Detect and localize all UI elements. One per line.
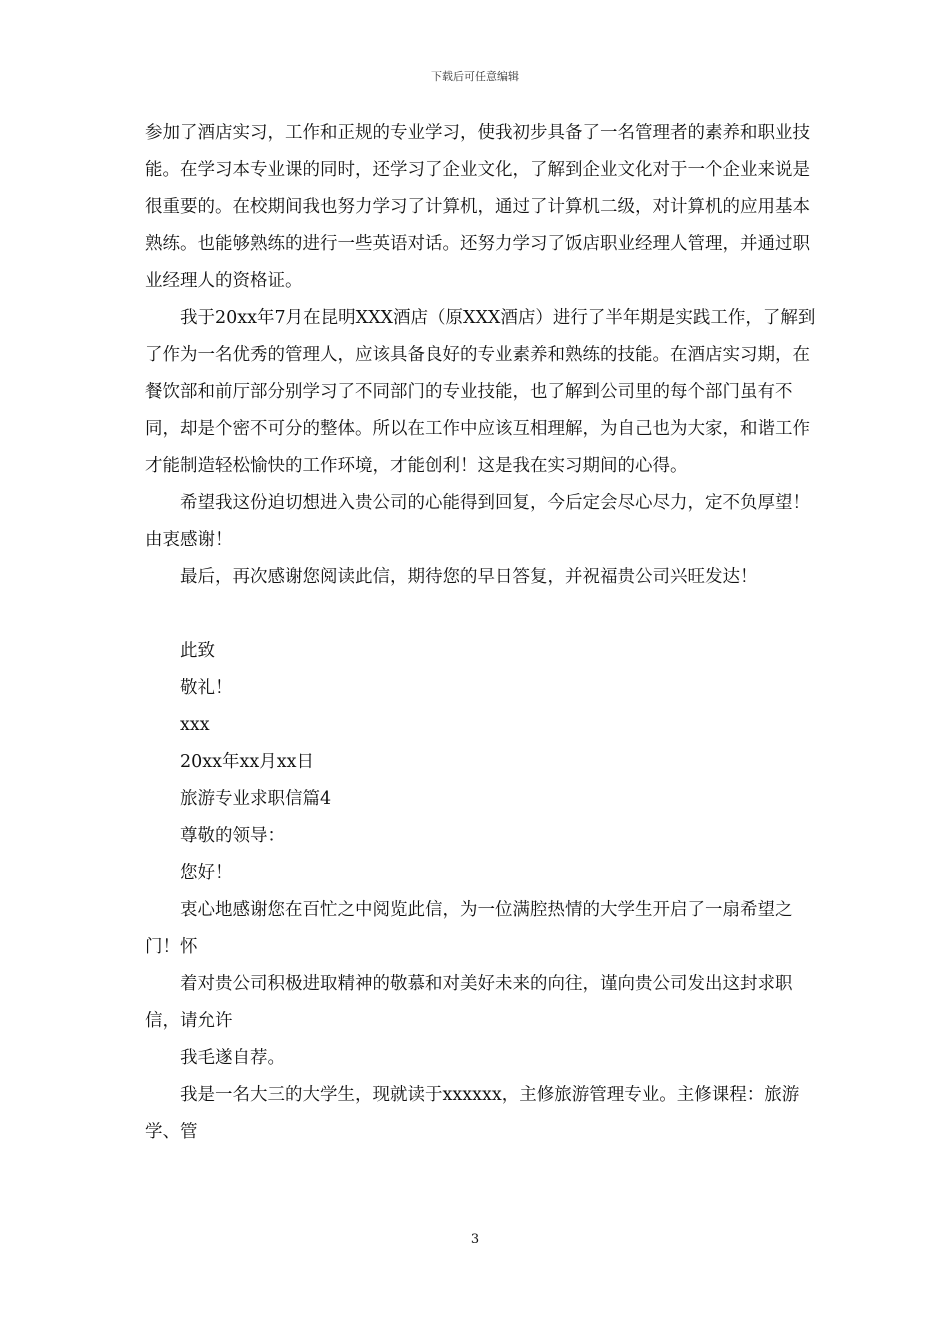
document-body xyxy=(145,115,820,1151)
signature: xxx xyxy=(180,715,210,735)
blank-line xyxy=(145,596,820,633)
paragraph: 我于20xx年7月在昆明XXX酒店（原XXX酒店）进行了半年期是实践工作，了解到了作为一名优秀的管理人，应该具备良好的专业素养和熟练的技能。在酒店实习期，在餐饮部和前厅部分别学习了不同部门的专业技能，也了解到公司里的每个部门虽有不同，却是个密不可分的整体。所以在工作中应该互相理解，为自己也为大家，和谐工作才能制造轻松愉快的工作环境，才能创利！这是我在实习期间的心得。 xyxy=(145,308,816,476)
paragraph: 我是一名大三的大学生，现就读于xxxxxx，主修旅游管理专业。主修课程：旅游学、管 xyxy=(145,1085,800,1142)
date-line: 20xx年xx月xx日 xyxy=(180,752,314,772)
paragraph: 希望我这份迫切想进入贵公司的心能得到回复，今后定会尽心尽力，定不负厚望！由衷感谢！ xyxy=(145,493,810,550)
page-number: 3 xyxy=(470,1232,480,1247)
paragraph: 参加了酒店实习，工作和正规的专业学习，使我初步具备了一名管理者的素养和职业技能。在学习本专业课的同时，还学习了企业文化，了解到企业文化对于一个企业来说是很重要的。在校期间我也努力学习了计算机，通过了计算机二级，对计算机的应用基本熟练。也能够熟练的进行一些英语对话。还努力学习了饭店职业经理人管理，并通过职业经理人的资格证。 xyxy=(145,123,810,291)
closing-line: 敬礼！ xyxy=(180,678,233,698)
paragraph: 着对贵公司积极进取精神的敬慕和对美好未来的向往，谨向贵公司发出这封求职信，请允许 xyxy=(145,974,793,1031)
closing-line: 此致 xyxy=(180,641,215,661)
section-title: 旅游专业求职信篇4 xyxy=(180,789,332,809)
salutation: 尊敬的领导： xyxy=(180,826,285,846)
paragraph: 我毛遂自荐。 xyxy=(180,1048,285,1068)
paragraph: 最后，再次感谢您阅读此信，期待您的早日答复，并祝福贵公司兴旺发达！ xyxy=(180,567,758,587)
page-header: 下载后可任意编辑 xyxy=(431,70,519,83)
paragraph: 衷心地感谢您在百忙之中阅览此信，为一位满腔热情的大学生开启了一扇希望之门！怀 xyxy=(145,900,793,957)
greeting: 您好！ xyxy=(180,863,233,883)
